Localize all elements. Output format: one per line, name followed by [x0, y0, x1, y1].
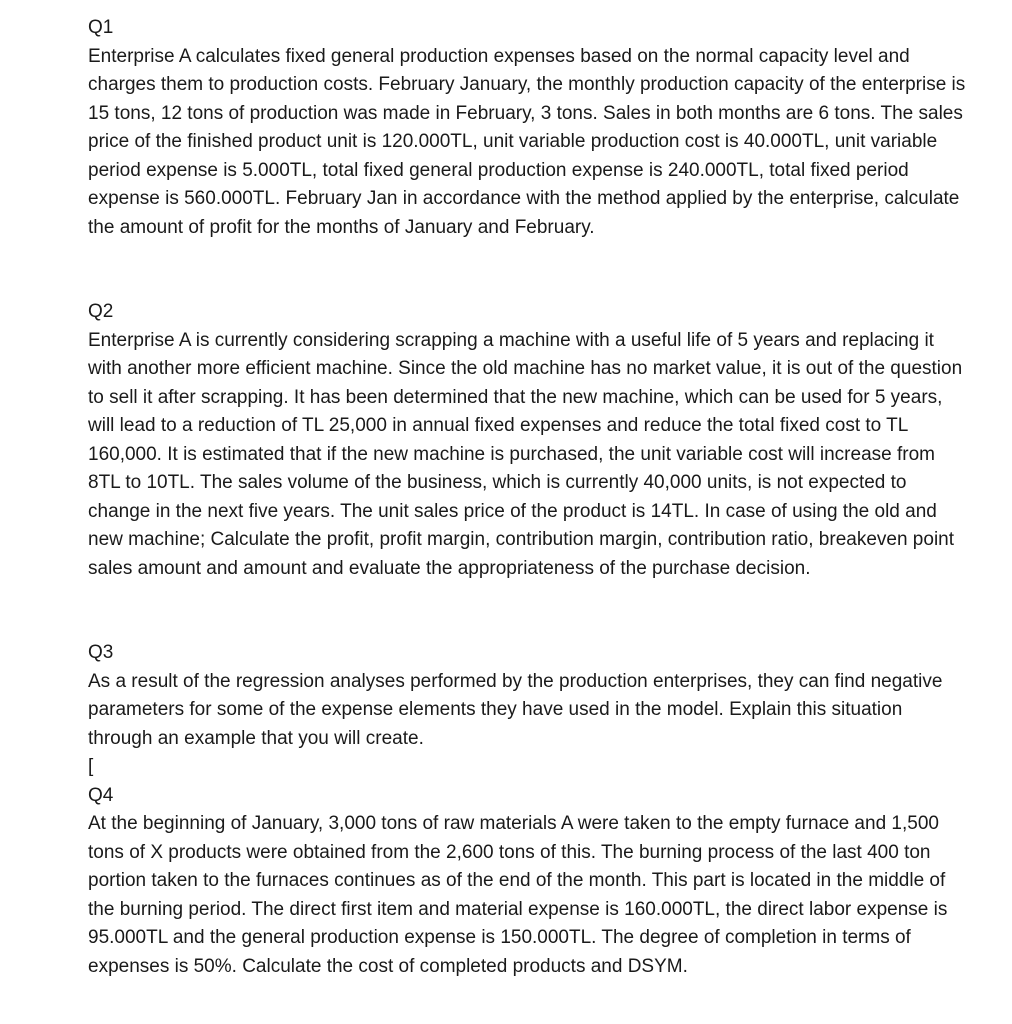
question-heading: Q4 [88, 784, 114, 806]
question-text: At the beginning of January, 3,000 tons of raw materials A were taken to the empty furnace and 1,500 tons of X products were obtained from the 2,600 tons of this. The burning process of the last 400 ton portion taken to the furnaces continues as of the end of the month. This part is located in the middle of the burning period. The direct first item and material expense is 160.000TL, the direct labor expense is 95.000TL and the general production expense is 150.000TL. The degree of completion in terms of expenses is 50%. Calculate the cost of completed products and DSYM. [88, 813, 948, 977]
question-heading: Q1 [88, 17, 114, 38]
document-body [88, 14, 968, 981]
stray-bracket: [ [88, 756, 94, 777]
question-q1 [88, 14, 968, 242]
question-heading: Q3 [88, 642, 114, 663]
spacer [88, 583, 968, 639]
question-text: Enterprise A is currently considering scrapping a machine with a useful life of 5 years and replacing it with another more efficient machine. Since the old machine has no market value, it is out of the question to sell it after scrapping. It has been determined that the new machine, which can be used for 5 years, will lead to a reduction of TL 25,000 in annual fixed expenses and reduce the total fixed cost to TL 160,000. It is estimated that if the new machine is purchased, the unit variable cost will increase from 8TL to 10TL. The sales volume of the business, which is currently 40,000 units, is not expected to change in the next five years. The unit sales price of the product is 14TL. In case of using the old and new machine; Calculate the profit, profit margin, contribution margin, contribution ratio, breakeven point sales amount and amount and evaluate the appropriateness of the purchase decision. [88, 329, 963, 579]
spacer [88, 242, 968, 298]
question-text: Enterprise A calculates fixed general production expenses based on the normal capacity level and charges them to production costs. February January, the monthly production capacity of the enterprise is 15 tons, 12 tons of production was made in February, 3 tons. Sales in both months are 6 tons. The sales price of the finished product unit is 120.000TL, unit variable production cost is 40.000TL, unit variable period expense is 5.000TL, total fixed general production expense is 240.000TL, total fixed period expense is 560.000TL. February Jan in accordance with the method applied by the enterprise, calculate the amount of profit for the months of January and February. [88, 45, 966, 238]
question-q3 [88, 639, 968, 782]
question-q4 [88, 782, 968, 982]
question-text: As a result of the regression analyses performed by the production enterprises, they can find negative parameters for some of the expense elements they have used in the model. Explain this situation through an example that you will create. [88, 670, 943, 749]
question-q2 [88, 298, 968, 583]
question-heading: Q2 [88, 301, 114, 322]
